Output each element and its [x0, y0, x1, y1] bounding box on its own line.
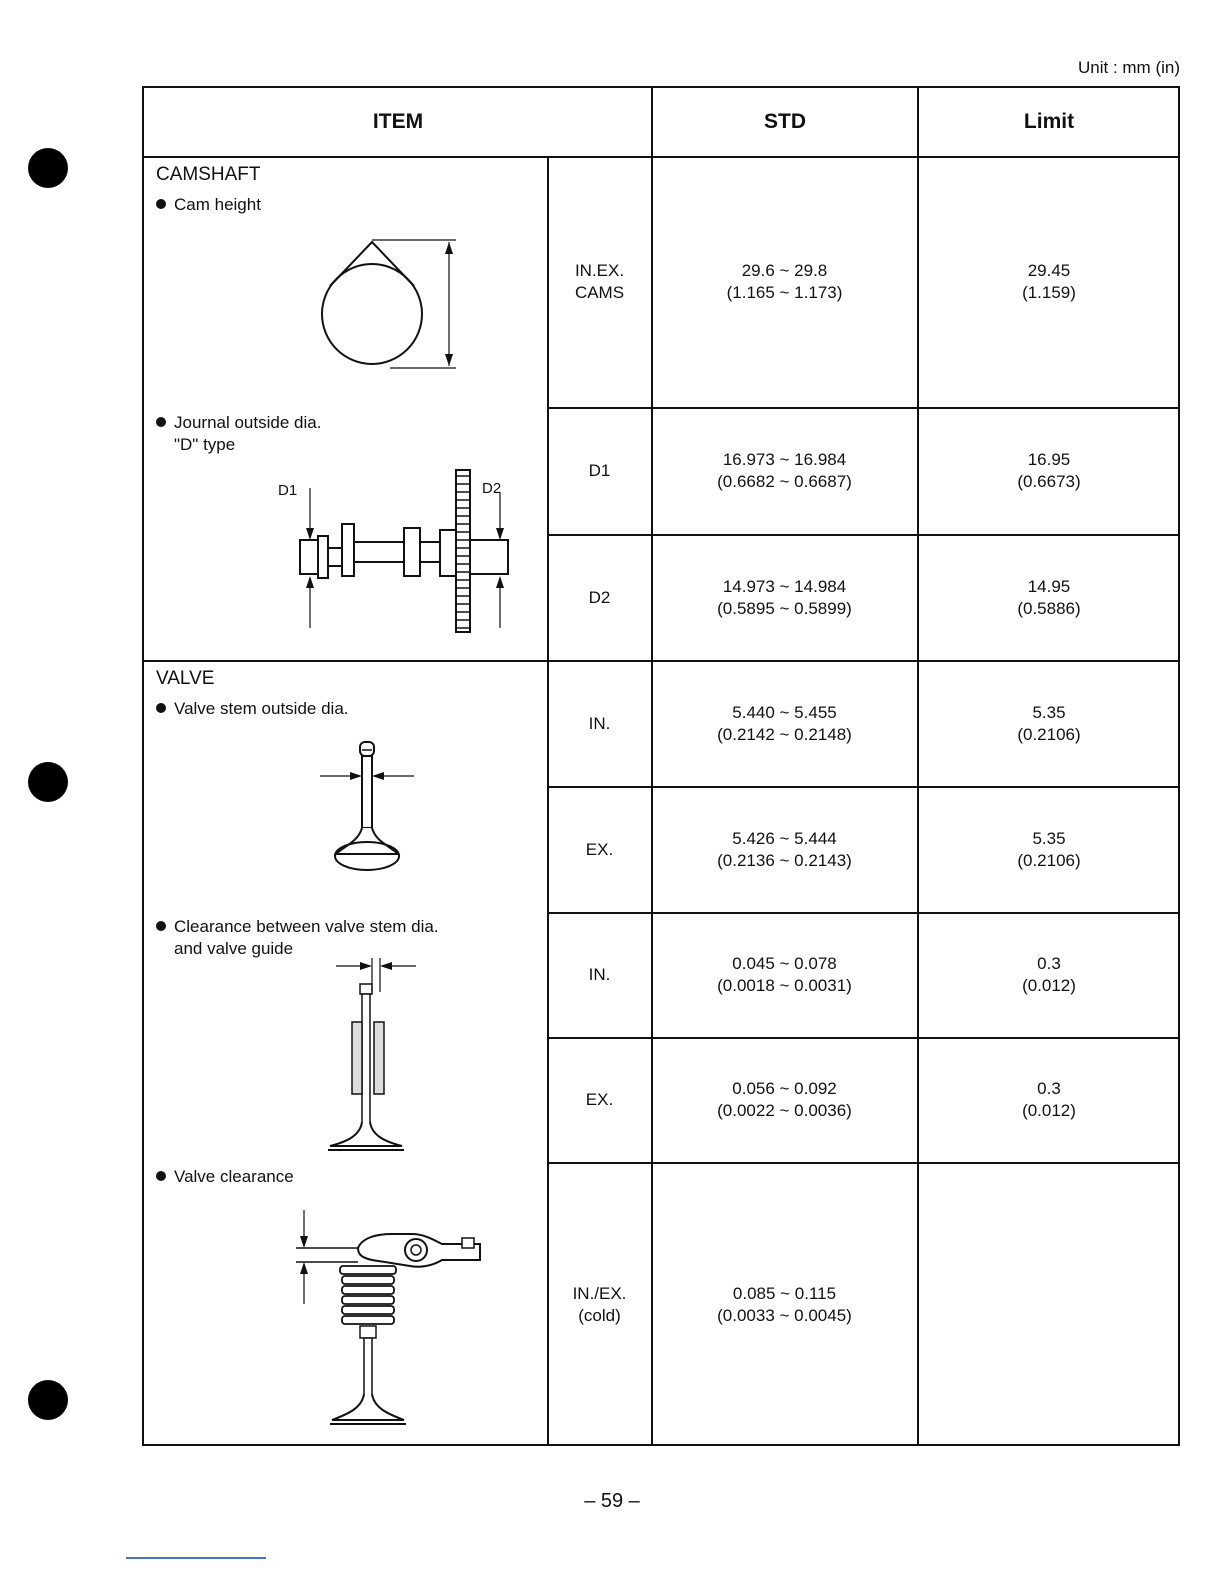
limit-mm: 29.45: [1027, 261, 1071, 280]
std-mm: 29.6 ~ 29.8: [741, 261, 828, 280]
std-in: (0.0018 ~ 0.0031): [717, 976, 852, 995]
limit-in: (0.012): [1022, 1101, 1076, 1120]
limit-mm: 5.35: [1032, 828, 1066, 848]
sub-label-line1: EX.: [585, 839, 614, 859]
rocker-arm-valve-illustration: [292, 1208, 492, 1438]
bullet-valve-stem: [156, 698, 349, 720]
sub-label: [548, 535, 651, 660]
std-value: [652, 787, 917, 912]
sub-label-line1: IN./EX.: [572, 1283, 627, 1303]
limit-in: (1.159): [1022, 283, 1076, 302]
limit-value: [918, 157, 1180, 407]
sub-label-line1: D1: [588, 461, 611, 480]
std-mm: 0.085 ~ 0.115: [732, 1283, 837, 1303]
limit-mm: 5.35: [1032, 703, 1066, 722]
std-value: [652, 913, 917, 1037]
std-value: [652, 662, 917, 786]
std-mm: 14.973 ~ 14.984: [722, 576, 847, 596]
sub-label-line1: IN.: [588, 965, 611, 984]
sub-label-line2: (cold): [578, 1305, 621, 1325]
std-in: (0.6682 ~ 0.6687): [717, 472, 852, 491]
limit-mm: 14.95: [1027, 576, 1071, 596]
limit-value: [918, 913, 1180, 1037]
spec-table: [142, 86, 1180, 1446]
limit-value: [918, 1163, 1180, 1446]
std-mm: 0.056 ~ 0.092: [732, 1079, 837, 1098]
bullet-dot: [156, 921, 166, 931]
sub-label-line1: IN.EX.: [574, 261, 625, 280]
limit-in: (0.6673): [1017, 472, 1081, 491]
sub-label: [548, 408, 651, 534]
section-title-valve: VALVE: [156, 668, 215, 689]
limit-in: (0.5886): [1017, 598, 1081, 618]
bullet-dot: [156, 199, 166, 209]
limit-in: (0.2106): [1017, 850, 1081, 870]
bullet-text: Journal outside dia.: [174, 413, 322, 432]
page-number: – 59 –: [584, 1490, 640, 1512]
limit-mm: 0.3: [1037, 954, 1061, 973]
binder-hole-bottom: [28, 1380, 68, 1420]
bullet-clearance: [156, 916, 439, 938]
sub-label: [548, 1163, 651, 1446]
header-std: STD: [764, 110, 806, 133]
std-mm: 16.973 ~ 16.984: [722, 450, 847, 469]
limit-in: (0.2106): [1017, 725, 1081, 744]
sub-label: [548, 787, 651, 912]
std-in: (0.0033 ~ 0.0045): [717, 1305, 852, 1325]
limit-mm: 0.3: [1037, 1079, 1061, 1098]
limit-value: [918, 787, 1180, 912]
std-in: (0.2142 ~ 0.2148): [717, 725, 852, 744]
bullet-text: Clearance between valve stem dia.: [174, 917, 439, 936]
binder-hole-middle: [28, 762, 68, 802]
sub-label: [548, 1038, 651, 1162]
std-mm: 5.426 ~ 5.444: [732, 828, 837, 848]
std-value: [652, 157, 917, 407]
limit-value: [918, 535, 1180, 660]
blue-underline-mark: [126, 1557, 266, 1559]
header-limit: Limit: [1023, 110, 1075, 133]
bullet-journal: [156, 412, 321, 434]
bullet-text: Cam height: [174, 195, 261, 214]
header-item: ITEM: [372, 110, 424, 133]
sub-label-line1: EX.: [585, 1090, 614, 1109]
sub-label: [548, 662, 651, 786]
limit-value: [918, 408, 1180, 534]
d1-label: D1: [278, 482, 298, 499]
bullet-text: Valve clearance: [174, 1167, 294, 1186]
sub-label-line1: D2: [588, 587, 611, 607]
limit-value: [918, 1038, 1180, 1162]
binder-hole-top: [28, 148, 68, 188]
limit-value: [918, 662, 1180, 786]
std-value: [652, 1163, 917, 1446]
std-mm: 5.440 ~ 5.455: [732, 703, 837, 722]
bullet-dot: [156, 703, 166, 713]
section-title-camshaft: CAMSHAFT: [156, 164, 261, 185]
unit-note: Unit : mm (in): [1078, 58, 1180, 77]
journal-type: "D" type: [174, 435, 236, 454]
std-in: (0.2136 ~ 0.2143): [717, 850, 852, 870]
sub-label-line2: CAMS: [574, 283, 625, 302]
bullet-dot: [156, 417, 166, 427]
bullet-text: Valve stem outside dia.: [174, 699, 349, 718]
std-in: (0.0022 ~ 0.0036): [717, 1101, 852, 1120]
limit-in: (0.012): [1022, 976, 1076, 995]
std-value: [652, 408, 917, 534]
clearance-line2: and valve guide: [174, 939, 294, 958]
bullet-dot: [156, 1171, 166, 1181]
sub-label: [548, 157, 651, 407]
std-mm: 0.045 ~ 0.078: [732, 954, 837, 973]
std-value: [652, 1038, 917, 1162]
camshaft-illustration: [294, 468, 514, 634]
bullet-valve-clearance: [156, 1166, 294, 1188]
valve-guide-illustration: [324, 952, 424, 1158]
std-in: (1.165 ~ 1.173): [726, 283, 843, 302]
std-value: [652, 535, 917, 660]
std-in: (0.5895 ~ 0.5899): [717, 598, 852, 618]
cam-lobe-illustration: [314, 234, 464, 370]
valve-stem-illustration: [318, 738, 422, 878]
bullet-cam-height: [156, 194, 261, 216]
limit-mm: 16.95: [1027, 450, 1071, 469]
d2-label: D2: [482, 480, 502, 497]
sub-label-line1: IN.: [588, 714, 611, 733]
sub-label: [548, 913, 651, 1037]
